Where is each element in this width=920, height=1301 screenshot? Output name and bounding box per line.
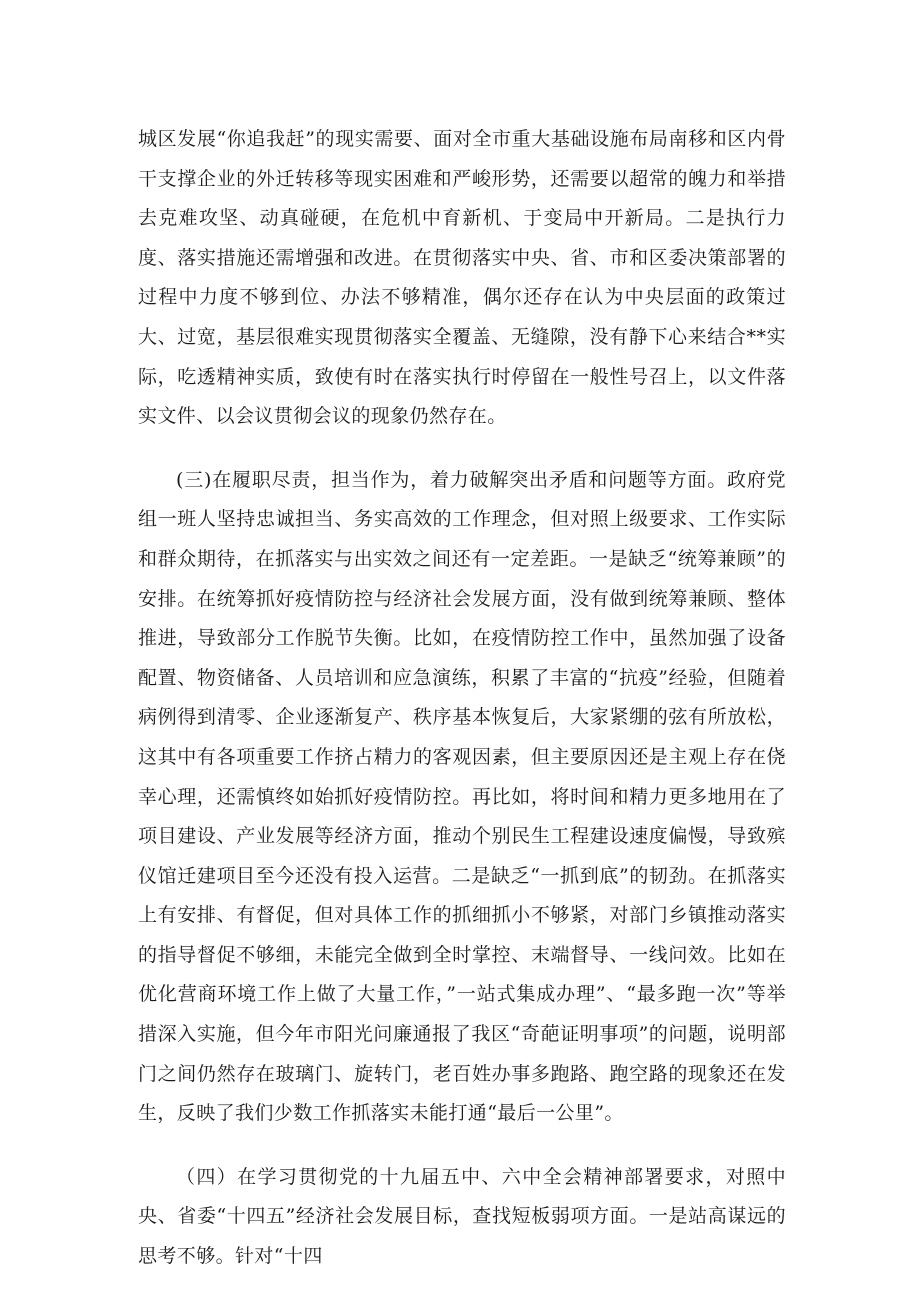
document-body: [138, 120, 786, 1277]
paragraph-continued: 城区发展“你追我赶”的现实需要、面对全市重大基础设施布局南移和区内骨干支撑企业的外迁转移等现实困难和严峻形势，还需要以超常的魄力和举措去克难攻坚、动真碰硬，在危机中育新机、于变局中开新局。二是执行力度、落实措施还需增强和改进。在贯彻落实中央、省、市和区委决策部署的过程中力度不够到位、办法不够精准，偶尔还存在认为中央层面的政策过大、过宽，基层很难实现贯彻落实全覆盖、无缝隙，没有静下心来结合**实际，吃透精神实质，致使有时在落实执行时停留在一般性号召上，以文件落实文件、以会议贯彻会议的现象仍然存在。: [138, 128, 786, 428]
paragraph-section-4: （四）在学习贯彻党的十九届五中、六中全会精神部署要求，对照中央、省委“十四五”经济社会发展目标，查找短板弱项方面。一是站高谋远的思考不够。针对“十四: [138, 1165, 786, 1268]
paragraph-section-3: (三)在履职尽责，担当作为，着力破解突出矛盾和问题等方面。政府党组一班人坚持忠诚担当、务实高效的工作理念，但对照上级要求、工作实际和群众期待，在抓落实与出实效之间还有一定差距。一是缺乏“统筹兼顾”的安排。在统筹抓好疫情防控与经济社会发展方面，没有做到统筹兼顾、整体推进，导致部分工作脱节失衡。比如，在疫情防控工作中，虽然加强了设备配置、物资储备、人员培训和应急演练，积累了丰富的“抗疫”经验，但随着病例得到清零、企业逐渐复产、秩序基本恢复后，大家紧绷的弦有所放松，这其中有各项重要工作挤占精力的客观因素，但主要原因还是主观上存在侥幸心理，还需慎终如始抓好疫情防控。再比如，将时间和精力更多地用在了项目建设、产业发展等经济方面，推动个别民生工程建设速度偏慢，导致殡仪馆迁建项目至今还没有投入运营。二是缺乏“一抓到底”的韧劲。在抓落实上有安排、有督促，但对具体工作的抓细抓小不够紧，对部门乡镇推动落实的指导督促不够细，未能完全做到全时掌控、末端督导、一线问效。比如在优化营商环境工作上做了大量工作，”一站式集成办理”、“最多跑一次”等举措深入实施，但今年市阳光问廉通报了我区“奇葩证明事项”的问题，说明部门之间仍然存在玻璃门、旋转门，老百姓办事多跑路、跑空路的现象还在发生，反映了我们少数工作抓落实未能打通“最后一公里”。: [138, 468, 786, 1125]
